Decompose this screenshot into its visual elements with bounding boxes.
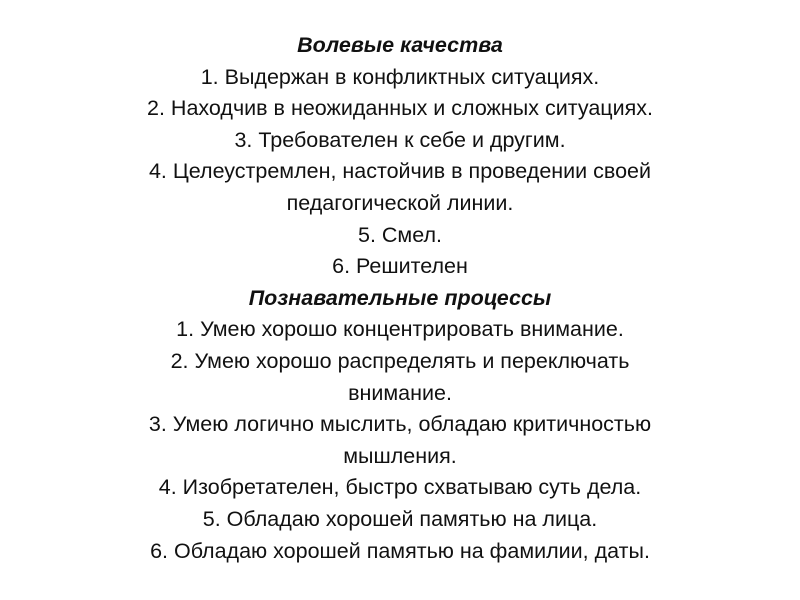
list-item-continuation: педагогической линии. bbox=[286, 190, 514, 215]
list-item-continuation: мышления. bbox=[343, 443, 457, 468]
list-item: 4. Изобретателен, быстро схватываю суть дела. bbox=[158, 475, 642, 500]
list-item-continuation: внимание. bbox=[348, 380, 452, 405]
list-item: 6. Решителен bbox=[332, 254, 468, 279]
section-volitional-qualities bbox=[0, 30, 800, 283]
list-item: 1. Выдержан в конфликтных ситуациях. bbox=[200, 64, 600, 89]
list-item: 2. Находчив в неожиданных и сложных ситуациях. bbox=[147, 96, 653, 121]
list-item: 3. Умею логично мыслить, обладаю критичностью bbox=[148, 412, 652, 437]
list-item: 6. Обладаю хорошей памятью на фамилии, даты. bbox=[150, 538, 650, 563]
list-item: 2. Умею хорошо распределять и переключать bbox=[170, 348, 630, 373]
list-item: 4. Целеустремлен, настойчив в проведении своей bbox=[148, 159, 652, 184]
section-heading: Волевые качества bbox=[297, 33, 503, 57]
list-item: 5. Обладаю хорошей памятью на лица. bbox=[202, 506, 598, 531]
list-item: 3. Требователен к себе и другим. bbox=[234, 127, 566, 152]
list-item: 5. Смел. bbox=[358, 222, 442, 247]
list-item: 1. Умею хорошо концентрировать внимание. bbox=[176, 317, 624, 342]
section-heading: Познавательные процессы bbox=[248, 285, 552, 310]
section-cognitive-processes bbox=[0, 283, 800, 567]
